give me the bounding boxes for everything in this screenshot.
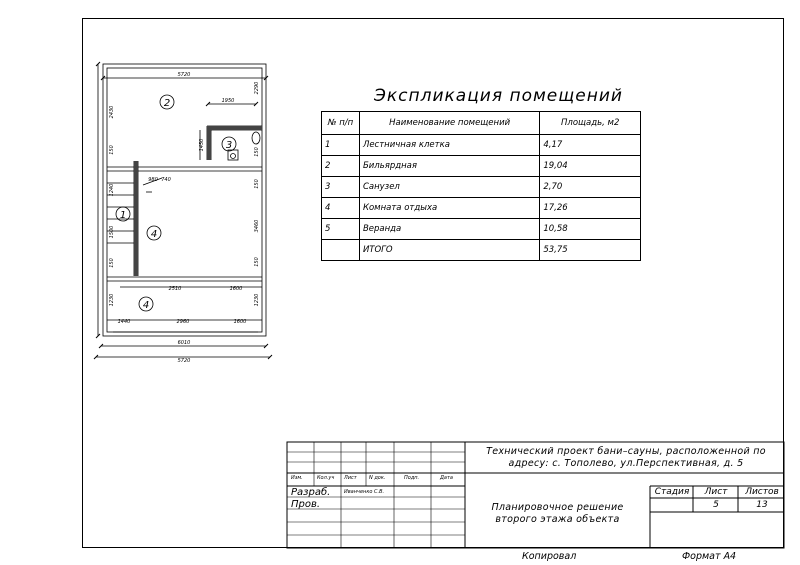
row-area: 53,75 xyxy=(540,240,641,261)
stamp-list-label: Лист xyxy=(704,487,728,497)
stamp-header-koluch: Кол.уч xyxy=(317,475,335,481)
header-num: № п/п xyxy=(322,112,360,135)
dim-right-b: 150 xyxy=(254,257,260,267)
row-name: ИТОГО xyxy=(359,240,539,261)
dim-right-a: 150 xyxy=(254,179,260,189)
dim-rest-width: 2510 xyxy=(168,286,182,292)
row-name: Комната отдыха xyxy=(359,198,539,219)
stamp-list-value: 5 xyxy=(713,500,719,510)
stamp-project-name: Технический проект бани–сауны, расположенной по адресу: с. Тополево, ул.Перспективная, д. 5 xyxy=(486,446,766,469)
dim-bath-width: 1950 xyxy=(221,98,235,104)
stamp-header-ndok: N док. xyxy=(369,475,386,481)
row-num: 4 xyxy=(322,198,360,219)
header-area: Площадь, м2 xyxy=(540,112,641,135)
dim-rest-height: 3460 xyxy=(254,219,260,233)
dim-veranda-h-left: 1230 xyxy=(109,293,115,307)
dim-veranda-left: 1440 xyxy=(117,319,131,325)
row-area: 4,17 xyxy=(540,135,641,156)
row-num: 1 xyxy=(322,135,360,156)
row-area: 2,70 xyxy=(540,177,641,198)
dim-bath-a: 150 xyxy=(254,147,260,157)
dim-left-top: 2430 xyxy=(109,105,115,119)
footer-format: Формат А4 xyxy=(682,551,737,562)
row-num: 3 xyxy=(322,177,360,198)
dim-stair-a: 1240 xyxy=(109,183,115,197)
dim-total-b: 5720 xyxy=(177,358,191,364)
footer-copied: Копировал xyxy=(522,551,577,562)
dim-veranda-right: 1600 xyxy=(233,319,247,325)
stamp-header-list: Лист xyxy=(344,475,357,481)
stamp-prov-label: Пров. xyxy=(291,499,321,510)
row-name: Санузел xyxy=(359,177,539,198)
stamp-header-data: Дата xyxy=(440,475,453,481)
dim-total-a: 6010 xyxy=(177,340,191,346)
row-name: Веранда xyxy=(359,219,539,240)
row-num: 5 xyxy=(322,219,360,240)
stamp-header-izm: Изм. xyxy=(291,475,303,481)
row-area: 19,04 xyxy=(540,156,641,177)
dim-left-b: 150 xyxy=(109,258,115,268)
dim-bath-height: 1450 xyxy=(199,138,205,152)
room-number-3: 3 xyxy=(225,140,233,151)
stamp-stadia-label: Стадия xyxy=(654,487,690,497)
dim-veranda-h-right: 1230 xyxy=(254,293,260,307)
room-number-2: 2 xyxy=(163,98,171,109)
explication-title: Экспликация помещений xyxy=(374,86,623,106)
dim-top-right: 2290 xyxy=(254,81,260,95)
dim-left-mid: 1500 xyxy=(109,225,115,239)
dim-left-a: 150 xyxy=(109,145,115,155)
stamp-razrab-label: Разраб. xyxy=(291,487,331,498)
room-number-4: 4 xyxy=(150,229,158,240)
header-name: Наименование помещений xyxy=(359,112,539,135)
stamp-razrab-name: Иванченко С.В. xyxy=(344,489,385,495)
stamp-sheet-title: Планировочное решение второго этажа объекта xyxy=(491,502,624,525)
row-name: Бильярдная xyxy=(359,156,539,177)
stamp-listov-value: 13 xyxy=(756,500,768,510)
dim-top-width: 5720 xyxy=(177,72,191,78)
row-num: 2 xyxy=(322,156,360,177)
row-area: 17,26 xyxy=(540,198,641,219)
dim-stair-c: 740 xyxy=(161,177,171,183)
stamp-header-podp: Подп. xyxy=(404,475,420,481)
row-name: Лестничная клетка xyxy=(359,135,539,156)
room-number-1: 1 xyxy=(119,210,127,221)
row-area: 10,58 xyxy=(540,219,641,240)
stamp-listov-label: Листов xyxy=(745,487,779,497)
dim-stair-b: 980 xyxy=(148,177,158,183)
dim-veranda-mid: 2960 xyxy=(176,319,190,325)
dim-rest-right: 1600 xyxy=(229,286,243,292)
room-number-veranda: 4 xyxy=(142,300,150,311)
